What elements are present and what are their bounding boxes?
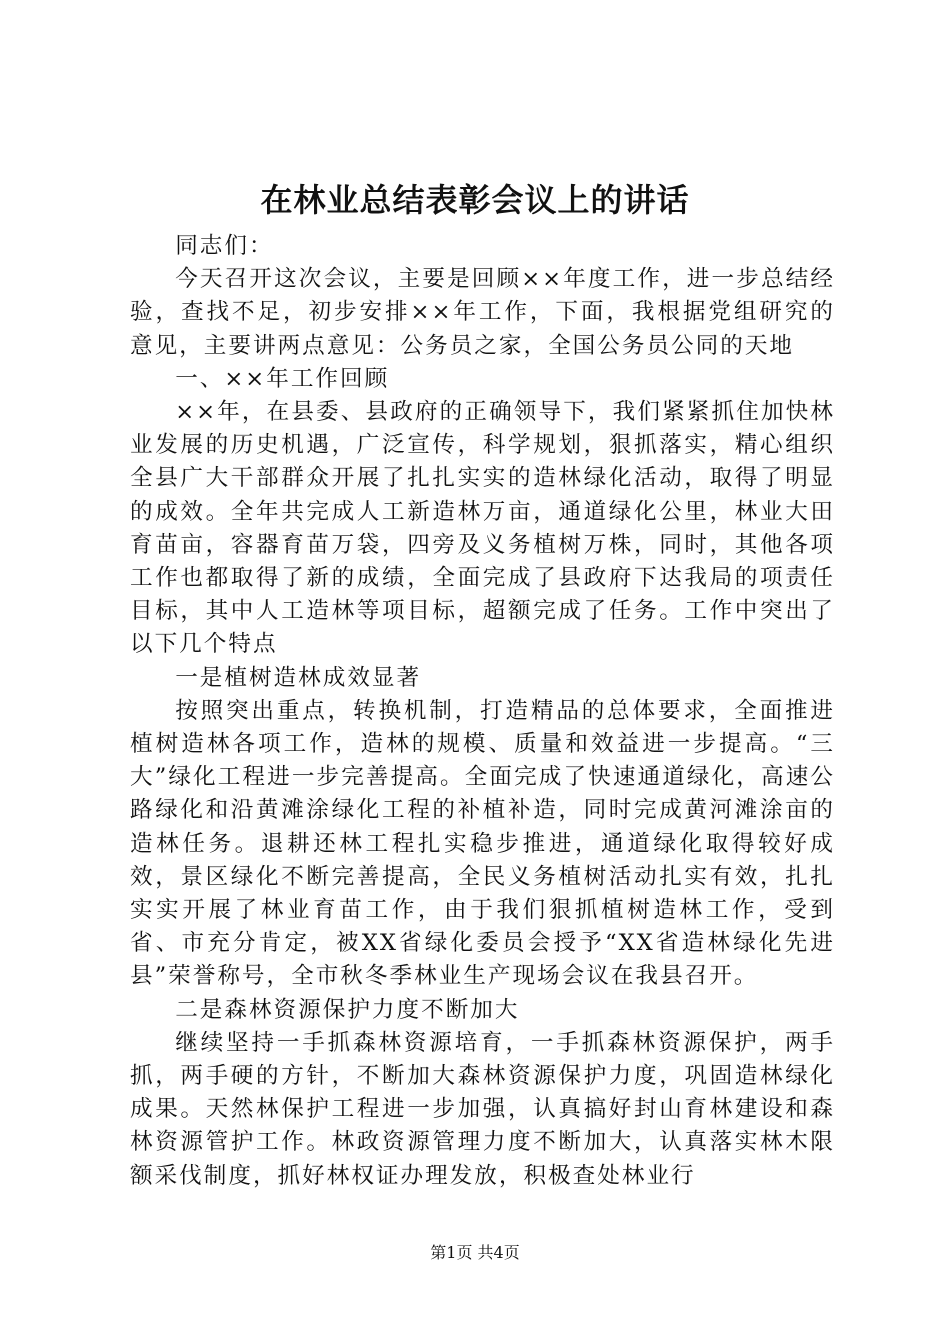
protection-paragraph: 继续坚持一手抓森林资源培育，一手抓森林资源保护，两手抓，两手硬的方针，不断加大森林资源保护力度，巩固造林绿化成果。天然林保护工程进一步加强，认真搞好封山育林建设和森林资源管护工作。林政资源管理力度不断加大，认真落实林木限额采伐制度，抓好林权证办理发放，积极查处林业行 xyxy=(130,1029,835,1189)
afforestation-paragraph: 按照突出重点，转换机制，打造精品的总体要求，全面推进植树造林各项工作，造林的规模、质量和效益进一步提高。“三大”绿化工程进一步完善提高。全面完成了快速通道绿化，高速公路绿化和沿黄滩涂绿化工程的补植补造，同时完成黄河滩涂亩的造林任务。退耕还林工程扎实稳步推进，通道绿化取得较好成效，景区绿化不断完善提高，全民义务植树活动扎实有效，扎扎实实开展了林业育苗工作，由于我们狠抓植树造林工作，受到省、市充分肯定，被XX省绿化委员会授予“XX省造林绿化先进县”荣誉称号，全市秋冬季林业生产现场会议在我县召开。 xyxy=(130,697,835,990)
page-footer: 第1页 共4页 xyxy=(430,1243,520,1262)
section-heading-1: 一、××年工作回顾 xyxy=(175,365,390,392)
subheading-2: 二是森林资源保护力度不断加大 xyxy=(175,996,520,1023)
document-body xyxy=(130,230,835,1193)
document-title: 在林业总结表彰会议上的讲话 xyxy=(260,181,690,219)
subheading-1: 一是植树造林成效显著 xyxy=(175,664,422,691)
salutation-paragraph: 同志们： xyxy=(175,233,274,259)
intro-paragraph: 今天召开这次会议，主要是回顾××年度工作，进一步总结经验，查找不足，初步安排××年工作，下面，我根据党组研究的意见，主要讲两点意见：公务员之家，全国公务员公同的天地 xyxy=(130,266,835,359)
review-paragraph: ××年，在县委、县政府的正确领导下，我们紧紧抓住加快林业发展的历史机遇，广泛宣传，科学规划，狠抓落实，精心组织全县广大干部群众开展了扎扎实实的造林绿化活动，取得了明显的成效。全年共完成人工新造林万亩，通道绿化公里，林业大田育苗亩，容器育苗万袋，四旁及义务植树万株，同时，其他各项工作也都取得了新的成绩，全面完成了县政府下达我局的项责任目标，其中人工造林等项目标，超额完成了任务。工作中突出了以下几个特点 xyxy=(130,399,835,658)
